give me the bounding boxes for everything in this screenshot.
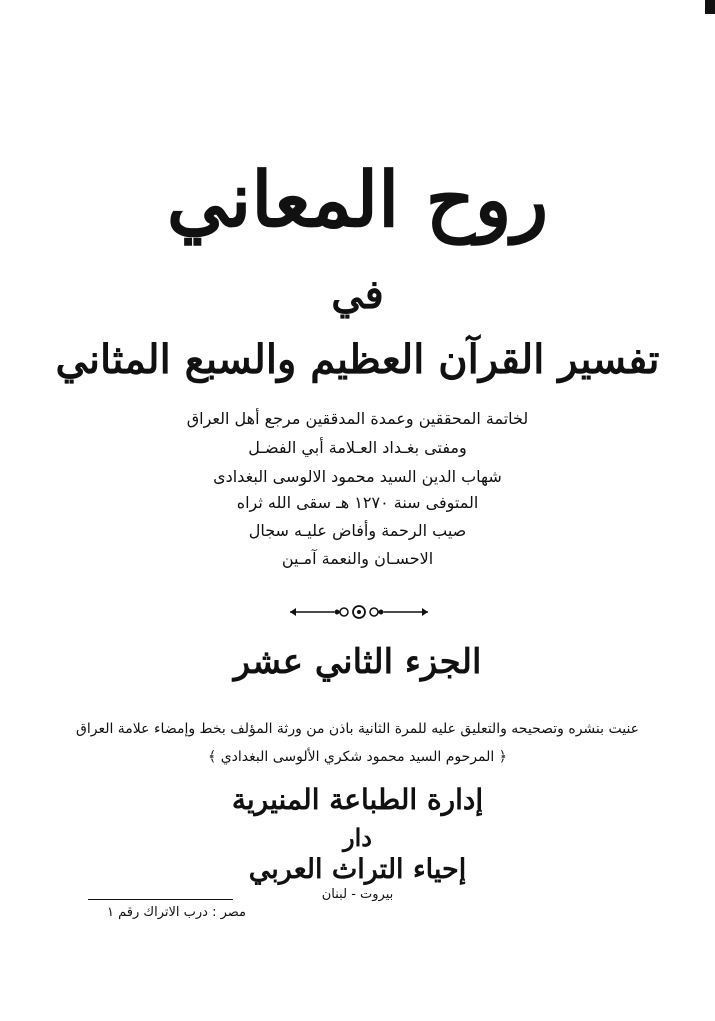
author-line: ومفتى بغـداد العـلامة أبي الفضـل [248,438,467,457]
corner-mark [705,0,715,14]
late-scholar-line: ﴿ المرحوم السيد محمود شكري الألوسى البغدادي ﴾ [208,749,507,765]
publisher-address: مصر : درب الاتراك رقم ١ [106,905,246,920]
publisher-name: إدارة الطباعة المنيرية [231,783,484,816]
author-line: الاحسـان والنعمة آمـين [281,549,434,568]
publication-note: عنيت بنشره وتصحيحه والتعليق عليه للمرة الثانية باذن من ورثة المؤلف بخط وإمضاء علامة العراق [75,721,640,737]
book-title: روح المعاني [166,155,549,244]
author-line: صيب الرحمة وأفاض عليـه سجال [248,521,467,540]
city-label: بيروت - لبنان [321,887,394,902]
book-subtitle: تفسير القرآن العظيم والسبع المثاني [55,336,660,383]
ihya-label: إحياء التراث العربي [248,854,467,885]
address-rule [88,899,233,900]
title-connector: في [331,271,384,318]
ornamental-divider [288,602,430,622]
author-line: شهاب الدين السيد محمود الالوسى البغدادى [213,467,502,486]
dar-label: دار [343,823,372,852]
author-line: المتوفى سنة ١٢٧٠ هـ سقى الله ثراه [236,493,479,512]
author-line: لخاتمة المحققين وعمدة المدققين مرجع أهل العراق [186,409,529,428]
volume-part: الجزء الثاني عشر [233,642,482,682]
